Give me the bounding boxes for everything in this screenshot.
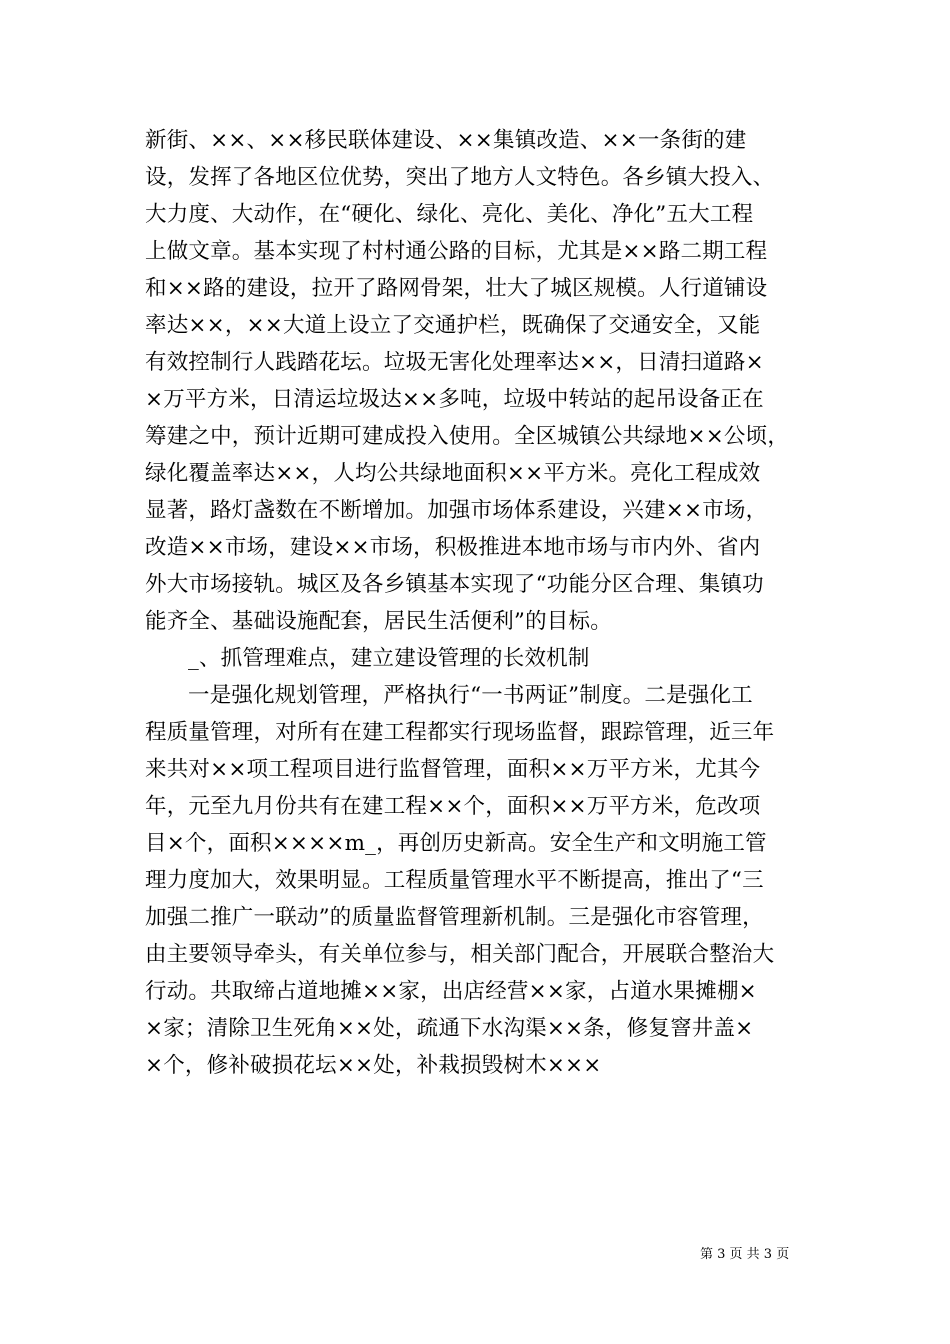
body-text	[145, 122, 809, 1084]
text-line: 加强二推广一联动”的质量监督管理新机制。三是强化市容管理，	[145, 905, 764, 930]
text-line: 一是强化规划管理，严格执行“一书两证”制度。二是强化工	[188, 683, 753, 708]
text-line: 设，发挥了各地区位优势，突出了地方人文特色。各乡镇大投入、	[145, 165, 775, 190]
text-line: 和××路的建设，拉开了路网骨架，壮大了城区规模。人行道铺设	[145, 276, 768, 301]
text-line: 大力度、大动作，在“硬化、绿化、亮化、美化、净化”五大工程	[145, 202, 754, 227]
text-line: ×个，修补破损花坛××处，补栽损毁树木×××	[145, 1053, 602, 1078]
text-line: 筹建之中，预计近期可建成投入使用。全区城镇公共绿地××公顷，	[145, 424, 790, 449]
text-line: _、抓管理难点，建立建设管理的长效机制	[188, 646, 590, 671]
text-line: 年，元至九月份共有在建工程××个，面积××万平方米，危改项	[145, 794, 761, 819]
text-line: 程质量管理，对所有在建工程都实行现场监督，跟踪管理，近三年	[145, 720, 775, 745]
text-line: 有效控制行人践踏花坛。垃圾无害化处理率达××，日清扫道路×	[145, 350, 764, 375]
text-line: ×家；清除卫生死角××处，疏通下水沟渠××条，修复窨井盖×	[145, 1016, 754, 1041]
section-heading	[145, 640, 809, 677]
text-line: 目×个，面积××××m_，再创历史新高。安全生产和文明施工管	[145, 831, 767, 856]
text-line: 理力度加大，效果明显。工程质量管理水平不断提高，推出了“三	[145, 868, 764, 893]
text-line: 改造××市场，建设××市场，积极推进本地市场与市内外、省内	[145, 535, 761, 560]
text-line: ×万平方米，日清运垃圾达××多吨，垃圾中转站的起吊设备正在	[145, 387, 764, 412]
text-line: 新街、××、××移民联体建设、××集镇改造、××一条街的建	[145, 128, 747, 153]
paragraph-continuation	[145, 122, 809, 640]
text-line: 外大市场接轨。城区及各乡镇基本实现了“功能分区合理、集镇功	[145, 572, 764, 597]
text-line: 率达××，××大道上设立了交通护栏，既确保了交通安全，又能	[145, 313, 761, 338]
text-line: 绿化覆盖率达××，人均公共绿地面积××平方米。亮化工程成效	[145, 461, 761, 486]
page-footer: 第 3 页 共 3 页	[700, 1247, 790, 1262]
text-line: 行动。共取缔占道地摊××家，出店经营××家，占道水果摊棚×	[145, 979, 757, 1004]
text-line: 显著，路灯盏数在不断增加。加强市场体系建设，兴建××市场，	[145, 498, 768, 523]
text-line: 能齐全、基础设施配套，居民生活便利”的目标。	[145, 609, 612, 634]
paragraph-management	[145, 677, 809, 1084]
text-line: 上做文章。基本实现了村村通公路的目标，尤其是××路二期工程	[145, 239, 768, 264]
text-line: 来共对××项工程项目进行监督管理，面积××万平方米，尤其今	[145, 757, 761, 782]
text-line: 由主要领导牵头，有关单位参与，相关部门配合，开展联合整治大	[145, 942, 775, 967]
